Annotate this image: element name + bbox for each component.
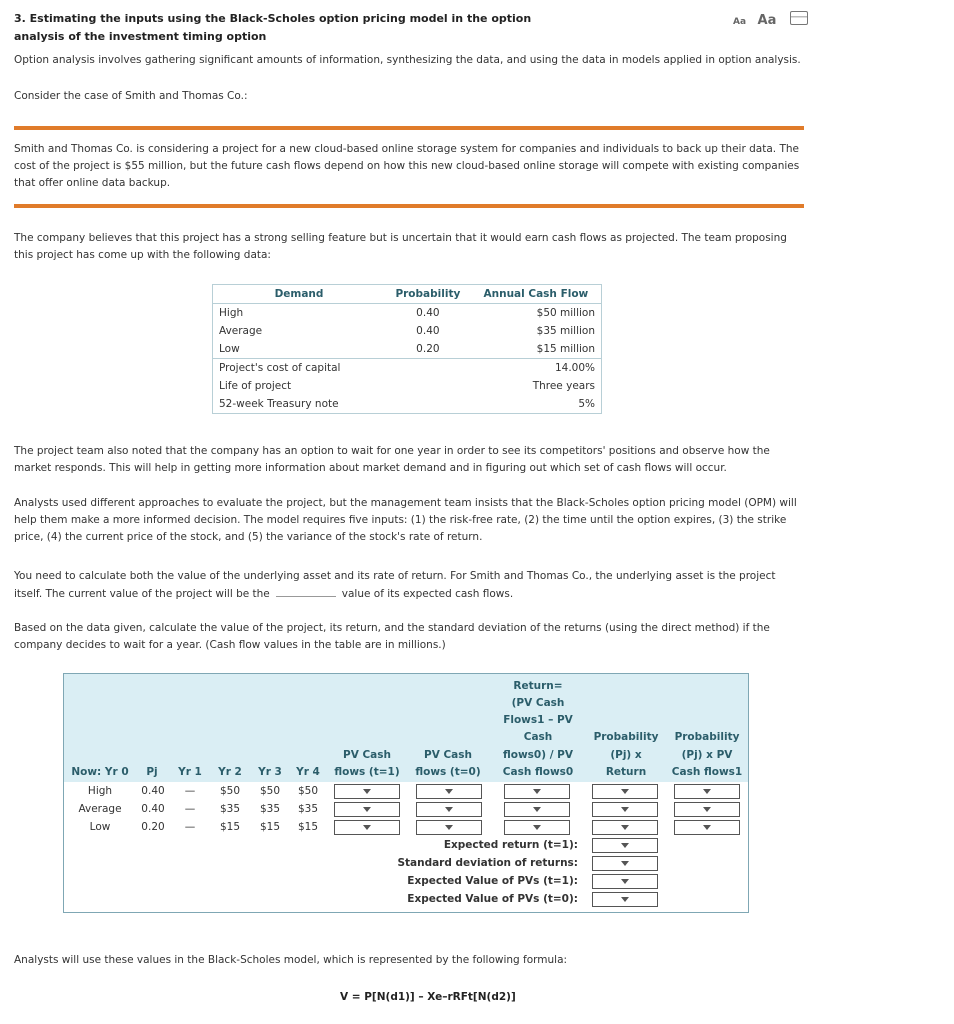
case-text: Smith and Thomas Co. is considering a project for a new cloud-based online storage system for companies and individuals to back up their data. The cost of the project is $55 million, but the future cash flows depend on how this new cloud-based online storage will compete with existing companies that offer online data backup. (14, 143, 800, 189)
header-pv0-a: PV Cash (424, 749, 472, 761)
probability-cell: 0.40 (416, 325, 440, 337)
text-size-controls (733, 10, 808, 28)
header-prob-pv-3: Cash flows1 (671, 766, 743, 778)
blank-dropdown[interactable] (276, 585, 336, 597)
analysts-use-text: Analysts will use these values in the Black-Scholes model, which is represented by the following formula: (14, 954, 568, 966)
underlying-text-a: You need to calculate both the value of the underlying asset and its rate of return. For Smith and Thomas Co., the underlying asset is the project itself. The current value of the project will be the (14, 570, 776, 600)
demand-cell: Average (219, 325, 263, 337)
header-return-4: Cash (523, 731, 553, 743)
pv-t0-high-dropdown[interactable] (416, 784, 482, 799)
expected-pv-t0-dropdown[interactable] (592, 892, 658, 907)
table-row (213, 322, 601, 340)
life-of-project-value: Three years (532, 380, 595, 392)
header-yr3: Yr 3 (258, 766, 282, 778)
divider-bottom (14, 204, 804, 208)
decrease-text-button[interactable]: Aa (733, 17, 747, 27)
return-average-dropdown[interactable] (504, 802, 570, 817)
row-low-yr2: $15 (219, 821, 241, 833)
row-high-yr3: $50 (259, 785, 281, 797)
header-prob-pv-1: Probability (674, 731, 740, 743)
consider-text: Consider the case of Smith and Thomas Co.: (14, 90, 248, 102)
prob-return-average-dropdown[interactable] (592, 802, 658, 817)
pv-t1-high-dropdown[interactable] (334, 784, 400, 799)
header-cash-flow: Annual Cash Flow (471, 285, 601, 304)
row-high-yr2: $50 (219, 785, 241, 797)
std-dev-dropdown[interactable] (592, 856, 658, 871)
row-low-label: Low (89, 821, 111, 833)
prob-return-high-dropdown[interactable] (592, 784, 658, 799)
row-average-pj: 0.40 (141, 803, 165, 815)
demand-cell: High (219, 307, 244, 319)
header-now: Now: Yr 0 (71, 766, 129, 778)
treasury-note-value: 5% (578, 398, 595, 410)
row-high-yr4: $50 (297, 785, 319, 797)
row-average-yr4: $35 (297, 803, 319, 815)
header-prob-return-1: Probability (593, 731, 659, 743)
row-average-yr1: — (184, 803, 196, 815)
row-low-yr3: $15 (259, 821, 281, 833)
row-high-pj: 0.40 (141, 785, 165, 797)
header-return-3: Flows1 – PV (503, 714, 573, 726)
header-yr4: Yr 4 (296, 766, 320, 778)
header-return-2: (PV Cash (511, 697, 565, 709)
expected-pv-t0-label: Expected Value of PVs (t=0): (407, 893, 578, 905)
row-low-yr1: — (184, 821, 196, 833)
row-average-yr3: $35 (259, 803, 281, 815)
header-prob-pv-2: (Pj) x PV (681, 749, 733, 761)
header-return-5: flows0) / PV (502, 749, 574, 761)
divider-top (14, 126, 804, 130)
page-title: 3. Estimating the inputs using the Black-Scholes option pricing model in the option analysis of the investment timing option (14, 12, 532, 43)
row-high-label: High (87, 785, 113, 797)
header-pv0-b: flows (t=0) (415, 766, 481, 778)
probability-cell: 0.20 (416, 343, 440, 355)
expected-return-dropdown[interactable] (592, 838, 658, 853)
wait-text: The project team also noted that the company has an option to wait for one year in order to see its competitors' positions and observe how the market responds. This will help in getting more information about market demand and in figuring out which set of cash flows will occur. (14, 445, 770, 474)
expected-pv-t1-label: Expected Value of PVs (t=1): (407, 875, 578, 887)
calculation-table (63, 673, 749, 913)
header-yr1: Yr 1 (178, 766, 202, 778)
underlying-text-b: value of its expected cash flows. (341, 588, 514, 600)
pv-t0-low-dropdown[interactable] (416, 820, 482, 835)
cash-flow-cell: $50 million (536, 307, 595, 319)
probability-cell: 0.40 (416, 307, 440, 319)
header-prob-return-3: Return (605, 766, 647, 778)
analysts-text: Analysts used different approaches to evaluate the project, but the management team insists that the Black-Scholes option pricing model (OPM) will help them make a more informed decision. The model requires five inputs: (1) the risk-free rate, (2) the time until the option expires, (3) the strike price, (4) the current price of the stock, and (5) the variance of the stock's rate of return. (14, 497, 797, 543)
table-row (213, 304, 601, 323)
black-scholes-formula: V = P[N(d1)] – Xe–rRFt[N(d2)] (340, 991, 516, 1003)
prob-pv-high-dropdown[interactable] (674, 784, 740, 799)
cost-of-capital-label: Project's cost of capital (213, 359, 471, 378)
header-return-6: Cash flows0 (502, 766, 574, 778)
std-dev-label: Standard deviation of returns: (397, 857, 578, 869)
treasury-note-label: 52-week Treasury note (219, 398, 339, 410)
cost-of-capital-value: 14.00% (471, 359, 601, 378)
header-prob-return-2: (Pj) x (610, 749, 642, 761)
cash-flow-cell: $35 million (536, 325, 595, 337)
pv-t1-low-dropdown[interactable] (334, 820, 400, 835)
header-return-1: Return= (513, 680, 563, 692)
header-demand: Demand (213, 285, 385, 304)
header-yr2: Yr 2 (218, 766, 242, 778)
demand-cell: Low (219, 343, 240, 355)
life-of-project-label: Life of project (219, 380, 292, 392)
project-data-table (212, 284, 602, 414)
return-low-dropdown[interactable] (504, 820, 570, 835)
belief-text: The company believes that this project has a strong selling feature but is uncertain that it would earn cash flows as projected. The team proposing this project has come up with the following data: (14, 232, 787, 261)
table-row (213, 359, 601, 378)
print-icon[interactable] (790, 11, 808, 25)
row-average-yr2: $35 (219, 803, 241, 815)
table-row (213, 340, 601, 359)
header-pv1-a: PV Cash (343, 749, 391, 761)
row-low-pj: 0.20 (141, 821, 165, 833)
table-row (213, 395, 601, 413)
header-probability: Probability (385, 285, 471, 304)
row-average-label: Average (78, 803, 122, 815)
underlying-text (14, 568, 794, 603)
prob-pv-low-dropdown[interactable] (674, 820, 740, 835)
increase-text-button[interactable]: Aa (757, 13, 777, 28)
expected-return-label: Expected return (t=1): (443, 839, 578, 851)
row-low-yr4: $15 (297, 821, 319, 833)
prob-pv-average-dropdown[interactable] (674, 802, 740, 817)
row-high-yr1: — (184, 785, 196, 797)
based-text: Based on the data given, calculate the value of the project, its return, and the standard deviation of the returns (using the direct method) if the company decides to wait for a year. (Cash flow values in the table are in millions.) (14, 622, 770, 651)
expected-pv-t1-dropdown[interactable] (592, 874, 658, 889)
pv-t1-average-dropdown[interactable] (334, 802, 400, 817)
header-pv1-b: flows (t=1) (334, 766, 400, 778)
header-pj: Pj (146, 766, 158, 778)
prob-return-low-dropdown[interactable] (592, 820, 658, 835)
cash-flow-cell: $15 million (536, 343, 595, 355)
return-high-dropdown[interactable] (504, 784, 570, 799)
intro-text: Option analysis involves gathering significant amounts of information, synthesizing the data, and using the data in models applied in option analysis. (14, 54, 801, 66)
table-row (213, 377, 601, 395)
pv-t0-average-dropdown[interactable] (416, 802, 482, 817)
